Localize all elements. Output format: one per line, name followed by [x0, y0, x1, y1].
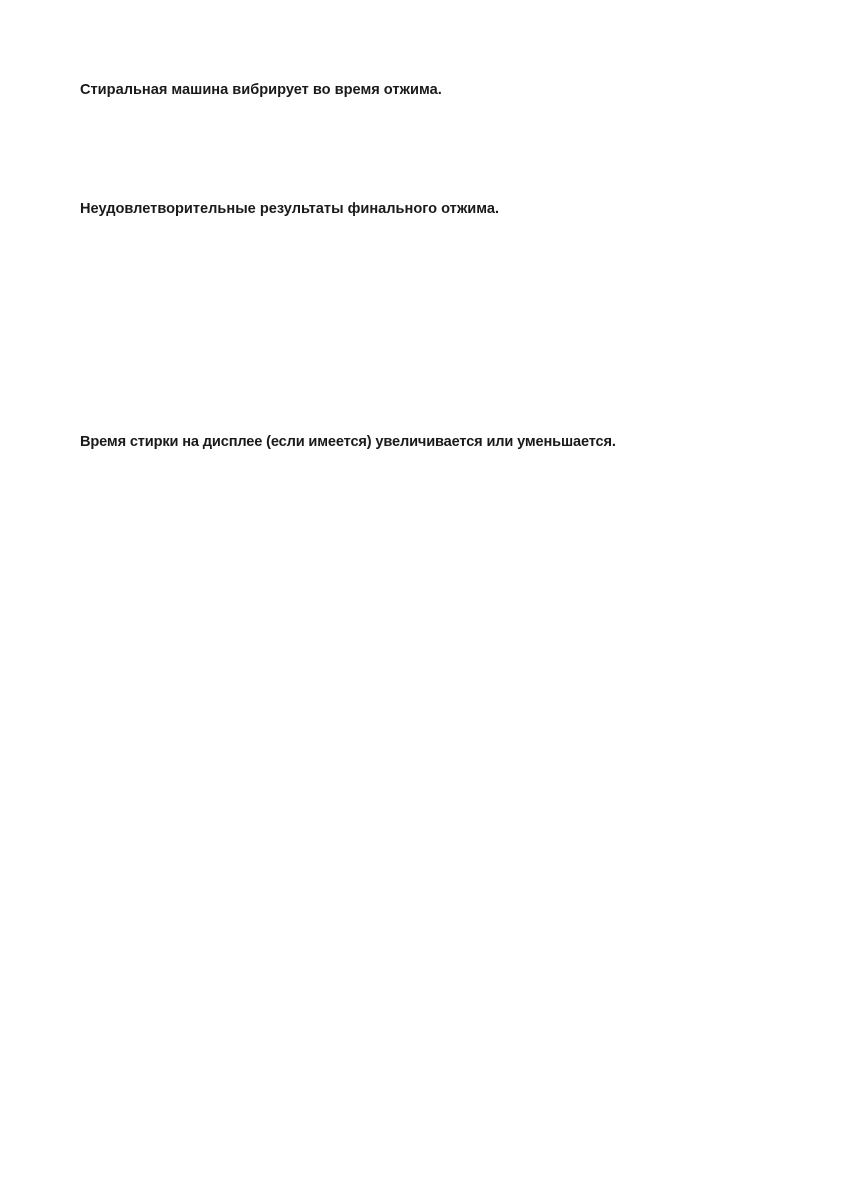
section-heading-final-spin: Неудовлетворительные результаты финального отжима. [80, 201, 500, 217]
section-heading-wash-time: Время стирки на дисплее (если имеется) увеличивается или уменьшается. [80, 434, 616, 450]
section-heading-vibration: Стиральная машина вибрирует во время отжима. [80, 82, 442, 98]
